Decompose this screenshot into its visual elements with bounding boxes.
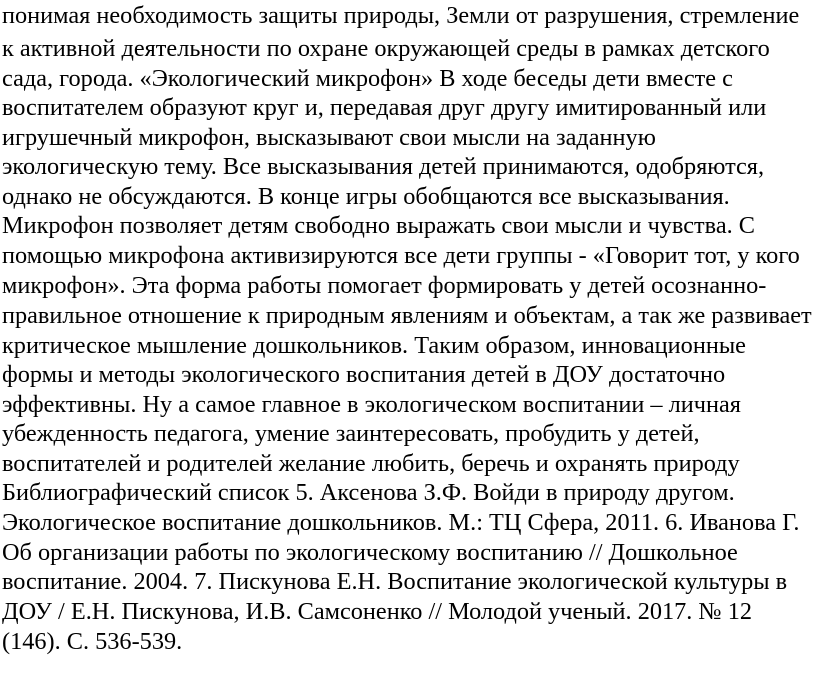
text-line-16: воспитателей и родителей желание любить, беречь и охранять природу	[2, 450, 740, 477]
text-line-7: однако не обсуждаются. В конце игры обобщаются все высказывания.	[2, 183, 730, 210]
text-line-13: формы и методы экологического воспитания детей в ДОУ достаточно	[2, 361, 726, 388]
text-line-4: воспитателем образуют круг и, передавая друг другу имитированный или	[2, 94, 767, 121]
text-line-20: воспитание. 2004. 7. Пискунова Е.Н. Воспитание экологической культуры в	[2, 568, 788, 595]
text-line-1: понимая необходимость защиты природы, Земли от разрушения, стремление	[2, 2, 800, 29]
text-line-22: (146). С. 536-539.	[2, 628, 183, 655]
text-line-11: правильное отношение к природным явлениям и объектам, а так же развивает	[2, 302, 812, 329]
text-line-5: игрушечный микрофон, высказывают свои мысли на заданную	[2, 124, 656, 151]
text-line-18: Экологическое воспитание дошкольников. М.: ТЦ Сфера, 2011. 6. Иванова Г.	[2, 509, 800, 536]
text-line-6: экологическую тему. Все высказывания детей принимаются, одобряются,	[2, 153, 765, 180]
text-line-10: микрофон». Эта форма работы помогает формировать у детей осознанно-	[2, 272, 767, 299]
text-line-17: Библиографический список 5. Аксенова З.Ф. Войди в природу другом.	[2, 479, 735, 506]
text-line-21: ДОУ / Е.Н. Пискунова, И.В. Самсоненко // Молодой ученый. 2017. № 12	[2, 598, 752, 625]
text-line-3: сада, города. «Экологический микрофон» В ходе беседы дети вместе с	[2, 65, 733, 92]
text-line-12: критическое мышление дошкольников. Таким образом, инновационные	[2, 332, 746, 359]
text-line-8: Микрофон позволяет детям свободно выражать свои мысли и чувства. С	[2, 212, 755, 239]
text-line-2: к активной деятельности по охране окружающей среды в рамках детского	[2, 35, 770, 62]
text-line-14: эффективны. Ну а самое главное в экологическом воспитании – личная	[2, 391, 741, 418]
text-line-15: убежденность педагога, умение заинтересовать, пробудить у детей,	[2, 420, 700, 447]
text-line-9: помощью микрофона активизируются все дети группы - «Говорит тот, у кого	[2, 242, 800, 269]
text-line-19: Об организации работы по экологическому воспитанию // Дошкольное	[2, 539, 738, 566]
